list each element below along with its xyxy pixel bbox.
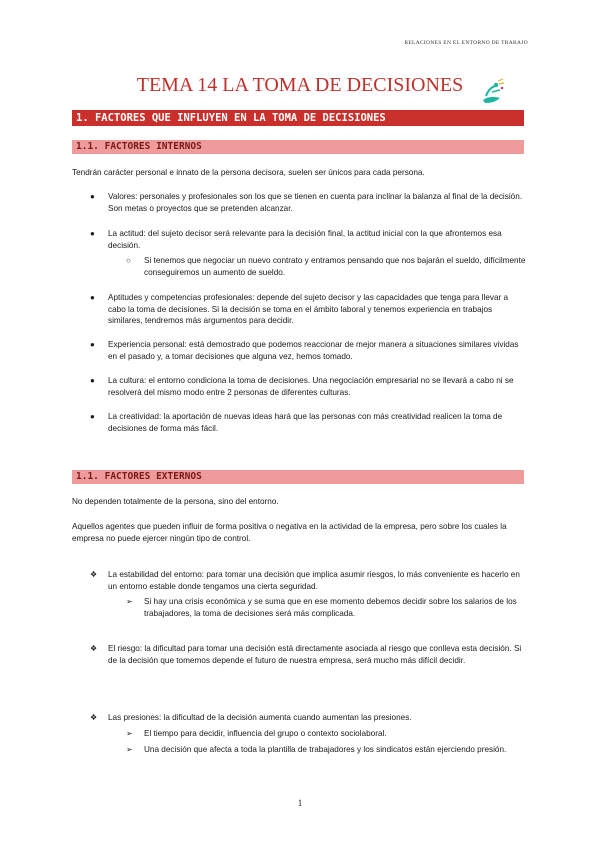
subsection-heading-externos: 1.1. FACTORES EXTERNOS — [72, 470, 524, 484]
bullet-dot-icon: ● — [90, 412, 95, 421]
internos-intro: Tendrán carácter personal e innato de la persona decisora, suelen ser únicos para cada persona. — [72, 168, 425, 177]
internos-item-experiencia: Experiencia personal: está demostrado que podemos reaccionar de mejor manera a situaciones similares vividas en el pasado y, a tomar decisiones que alguna vez, hemos tomado. — [108, 340, 519, 361]
externos-subitem-estabilidad: Si hay una crisis económica y se suma que en ese momento debemos decidir sobre los salarios de los trabajadores, la toma de decisiones será más complicada. — [144, 597, 517, 618]
externos-item-presiones: Las presiones: la dificultad de la decisión aumenta cuando aumentan las presiones. — [108, 713, 412, 722]
internos-item-aptitudes: Aptitudes y competencias profesionales: depende del sujeto decisor y las capacidades que tenga para llevar a cabo la toma de decisiones. Si la decisión se toma en el ámbito laboral y tenemos experiencia en trabajos similares, tendremos más argumentos para decidir. — [108, 293, 509, 325]
externos-item-riesgo: El riesgo: la dificultad para tomar una decisión está directamente asociada al riesgo que conlleva esta decisión. Si de la decisión que tomemos depende el futuro de nuestra empresa, será mucho más difícil decidir. — [108, 644, 522, 665]
subsection-heading-internos: 1.1. FACTORES INTERNOS — [72, 140, 524, 154]
bullet-arrow-icon: ➢ — [126, 597, 133, 606]
bullet-dot-icon: ● — [90, 229, 95, 238]
bullet-dot-icon: ● — [90, 293, 95, 302]
bullet-circle-icon: ○ — [126, 256, 131, 265]
externos-subitem-presiones-2: Una decisión que afecta a toda la plantilla de trabajadores y los sindicatos están ejerciendo presión. — [144, 745, 507, 754]
internos-item-valores: Valores: personales y profesionales son los que se tienen en cuenta para inclinar la balanza al final de la decisión. Son metas o proyectos que se pretenden alcanzar. — [108, 192, 523, 213]
externos-intro-2: Aquellos agentes que pueden influir de forma positiva o negativa en la actividad de la empresa, pero sobre los cuales la empresa no puede ejercer ningún tipo de control. — [72, 522, 507, 543]
externos-subitem-presiones-1: El tiempo para decidir, influencia del grupo o contexto sociolaboral. — [144, 729, 387, 738]
bullet-arrow-icon: ➢ — [126, 745, 133, 754]
running-header: RELACIONES EN EL ENTORNO DE TRABAJO — [404, 40, 528, 46]
bullet-dot-icon: ● — [90, 192, 95, 201]
internos-item-creatividad: La creatividad: la aportación de nuevas ideas hará que las personas con más creatividad realicen la toma de decisiones de forma más fácil. — [108, 412, 503, 433]
bullet-diamond-icon: ❖ — [90, 713, 98, 722]
bullet-diamond-icon: ❖ — [90, 644, 98, 653]
decorative-figure-icon — [480, 78, 506, 106]
externos-intro-1: No dependen totalmente de la persona, sino del entorno. — [72, 497, 279, 506]
bullet-diamond-icon: ❖ — [90, 570, 98, 579]
page-title: TEMA 14 LA TOMA DE DECISIONES — [136, 74, 464, 96]
bullet-arrow-icon: ➢ — [126, 729, 133, 738]
internos-item-cultura: La cultura: el entorno condiciona la toma de decisiones. Una negociación empresarial no se llevará a cabo ni se resolverá del mismo modo entre 2 personas de diferentes culturas. — [108, 376, 514, 397]
internos-item-actitud: La actitud: del sujeto decisor será relevante para la decisión final, la actitud inicial con la que afrontemos esa decisión. — [108, 229, 502, 250]
section-heading-factores: 1. FACTORES QUE INFLUYEN EN LA TOMA DE DECISIONES — [72, 110, 524, 126]
bullet-dot-icon: ● — [90, 340, 95, 349]
bullet-dot-icon: ● — [90, 376, 95, 385]
internos-subitem-actitud: Si tenemos que negociar un nuevo contrato y entramos pensando que nos bajarán el sueldo, difícilmente conseguiremos un aumento de sueldo. — [144, 256, 526, 277]
page-number: 1 — [297, 798, 303, 808]
externos-item-estabilidad: La estabilidad del entorno: para tomar una decisión que implica asumir riesgos, lo más conveniente es hacerlo en un entorno estable donde tengamos una cierta seguridad. — [108, 570, 520, 591]
